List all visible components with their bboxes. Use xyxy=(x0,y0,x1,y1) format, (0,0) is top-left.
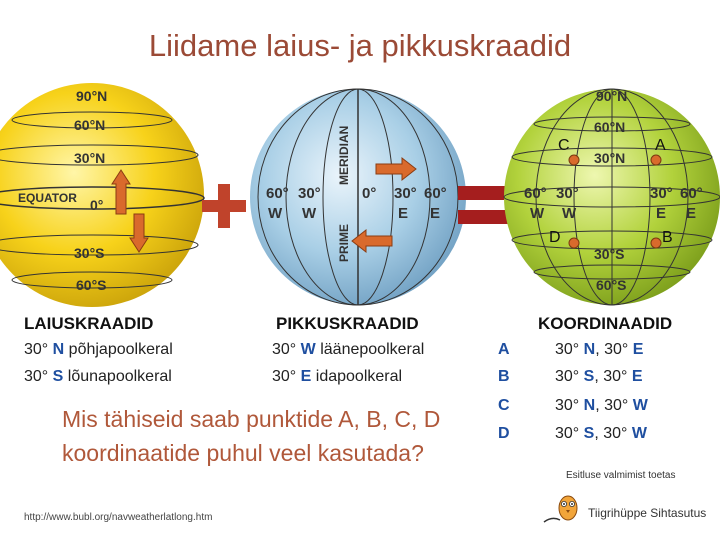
pikkus-header: PIKKUSKRAADID xyxy=(276,314,419,333)
point-c-dot xyxy=(569,155,579,165)
point-c-label: C xyxy=(558,137,570,154)
tiger-leap-logo-icon xyxy=(542,486,586,528)
plus-sign xyxy=(202,184,246,228)
coord-point-b: B xyxy=(498,368,510,385)
laius-line-1 xyxy=(24,341,173,359)
point-d-dot xyxy=(569,238,579,248)
pikkus-line-2 xyxy=(272,368,402,386)
lon-label-60w: 60° xyxy=(266,185,289,202)
lon-label-30e: 30° xyxy=(394,185,417,202)
laius-line-1-word: põhjapoolkeral xyxy=(68,341,173,358)
coord-a-lat: 30° xyxy=(555,341,580,358)
pikkus-line-1-word: läänepoolkeral xyxy=(320,341,425,358)
point-a-label: A xyxy=(655,137,666,154)
prime-label: PRIME xyxy=(337,223,351,262)
lat-label-30n: 30°N xyxy=(74,150,106,166)
credit-text: Esitluse valmimist toetas xyxy=(566,470,676,481)
pikkus-line-2-num: 30° xyxy=(272,368,297,385)
coord-b-lon-dir: E xyxy=(631,368,643,385)
coord-d-lon: 30° xyxy=(603,425,628,442)
laius-line-2-key: S xyxy=(52,368,64,385)
coord-point-c: C xyxy=(498,397,510,414)
lon-label-0: 0° xyxy=(362,185,377,202)
laius-line-1-num: 30° xyxy=(24,341,49,358)
lat-label-60n: 60°N xyxy=(74,117,106,133)
point-a-dot xyxy=(651,155,661,165)
g3-w1: W xyxy=(530,205,545,222)
lon-w1: W xyxy=(268,205,283,222)
g3-e1: E xyxy=(656,205,667,222)
point-d-label: D xyxy=(549,229,561,246)
laius-line-1-key: N xyxy=(52,341,65,358)
globes-illustration xyxy=(0,75,720,315)
laius-header: LAIUSKRAADID xyxy=(24,314,154,333)
coord-point-d: D xyxy=(498,425,510,442)
lon-label-60e: 60° xyxy=(424,185,447,202)
coord-c-lat: 30° xyxy=(555,397,580,414)
koordinaadid-header: KOORDINAADID xyxy=(538,314,673,333)
coord-b-lat-dir: S xyxy=(583,368,595,385)
coord-a-lon: 30° xyxy=(604,341,629,358)
g3-90n: 90°N xyxy=(596,88,628,104)
coord-c-lon: 30° xyxy=(604,397,629,414)
lon-e2: E xyxy=(430,205,441,222)
page-title: Liidame laius- ja pikkuskraadid xyxy=(148,28,572,63)
coord-row-b: 30° S, 30° E xyxy=(555,368,643,385)
lat-label-0: 0° xyxy=(90,197,104,213)
equator-label: EQUATOR xyxy=(18,191,77,205)
g3-30n: 30°N xyxy=(594,150,626,166)
coord-c-lat-dir: N xyxy=(583,397,596,414)
source-link[interactable]: http://www.bubl.org/navweatherlatlong.htm xyxy=(24,512,213,523)
lat-label-30s: 30°S xyxy=(74,245,105,261)
pikkus-line-2-key: E xyxy=(300,368,312,385)
pikkus-line-1 xyxy=(272,341,424,359)
g3-lon-60e: 60° xyxy=(680,185,703,202)
g3-60n: 60°N xyxy=(594,119,626,135)
g3-60s: 60°S xyxy=(596,277,627,293)
coord-row-d: 30° S, 30° W xyxy=(555,425,647,442)
laius-line-2 xyxy=(24,368,172,386)
coord-d-lat-dir: S xyxy=(583,425,595,442)
coord-d-lat: 30° xyxy=(555,425,580,442)
brand-name: Tiigrihüppe Sihtasutus xyxy=(588,506,707,520)
g3-lon-30e: 30° xyxy=(650,185,673,202)
coord-d-lon-dir: W xyxy=(631,425,647,442)
coord-row-a: 30° N, 30° E xyxy=(555,341,644,358)
lon-w2: W xyxy=(302,205,317,222)
g3-e2: E xyxy=(686,205,697,222)
point-b-label: B xyxy=(662,229,673,246)
latitude-globe xyxy=(0,83,204,307)
coord-b-lat: 30° xyxy=(555,368,580,385)
lon-label-30w: 30° xyxy=(298,185,321,202)
pikkus-line-1-num: 30° xyxy=(272,341,297,358)
coord-b-lon: 30° xyxy=(603,368,628,385)
coord-point-a: A xyxy=(498,341,510,358)
pikkus-line-1-key: W xyxy=(300,341,316,358)
g3-w2: W xyxy=(562,205,577,222)
lon-e1: E xyxy=(398,205,409,222)
g3-lon-60w: 60° xyxy=(524,185,547,202)
longitude-globe xyxy=(250,89,466,305)
pikkus-line-2-word: idapoolkeral xyxy=(315,368,403,385)
lat-label-90n: 90°N xyxy=(76,88,108,104)
coordinates-globe xyxy=(504,88,720,305)
g3-lon-30w: 30° xyxy=(556,185,579,202)
coord-c-lon-dir: W xyxy=(632,397,648,414)
meridian-label: MERIDIAN xyxy=(337,125,351,185)
laius-line-2-num: 30° xyxy=(24,368,49,385)
coord-a-lat-dir: N xyxy=(583,341,596,358)
laius-line-2-word: lõunapoolkeral xyxy=(67,368,172,385)
coord-row-c: 30° N, 30° W xyxy=(555,397,648,414)
lat-label-60s: 60°S xyxy=(76,277,107,293)
coord-a-lon-dir: E xyxy=(632,341,644,358)
point-b-dot xyxy=(651,238,661,248)
g3-30s: 30°S xyxy=(594,246,625,262)
question-text: Mis tähiseid saab punktide A, B, C, D koordinaatide puhul veel kasutada? xyxy=(62,406,441,466)
